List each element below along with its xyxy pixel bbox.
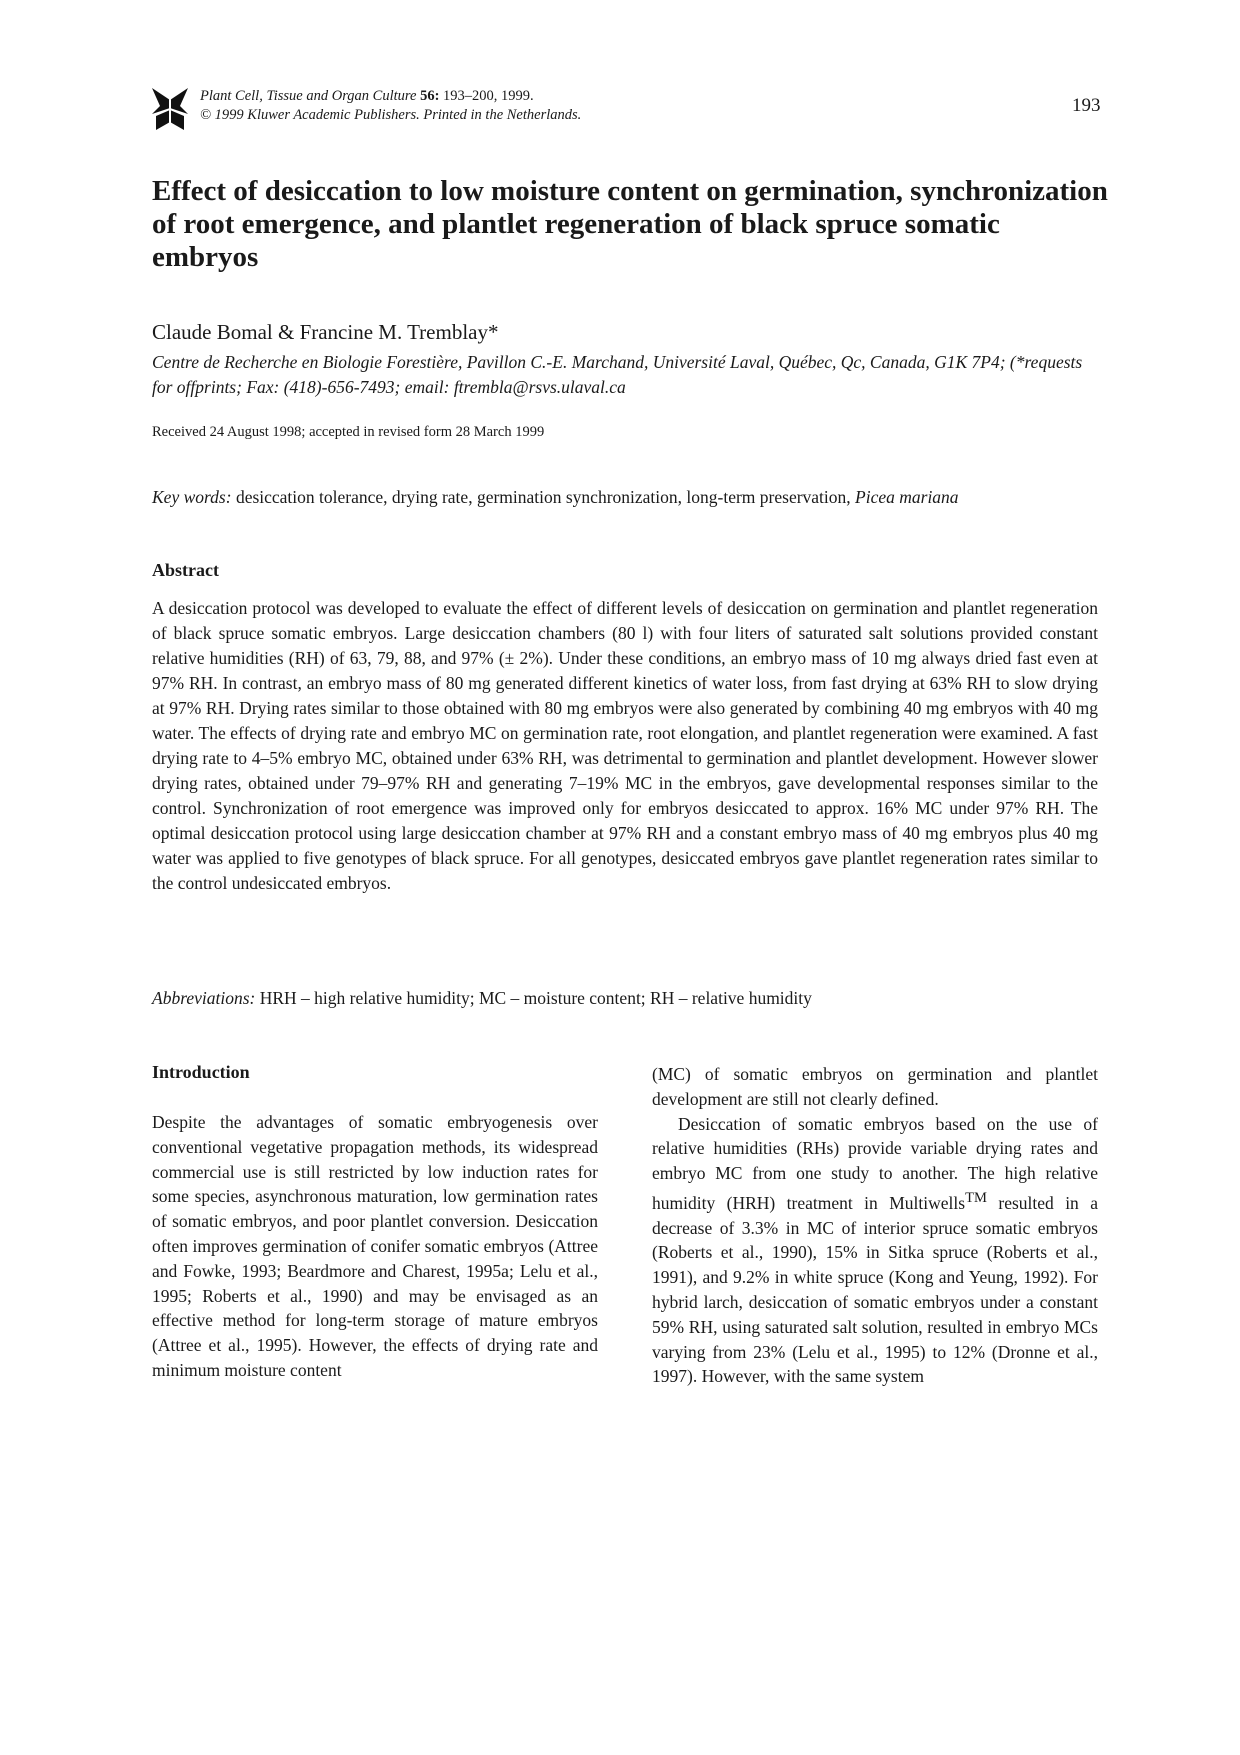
keywords-species: Picea mariana: [855, 487, 959, 507]
received-dates: Received 24 August 1998; accepted in revised form 28 March 1999: [152, 424, 545, 440]
abbreviations-label: Abbreviations:: [152, 988, 256, 1008]
para2-part-a: Desiccation of somatic embryos based on the use of relative humidities (RHs) provide variable drying rates and embryo MC from one study to another. The high relative humidity (HRH) treatment in Multiwells: [652, 1113, 1098, 1213]
article-title: Effect of desiccation to low moisture content on germination, synchronization of root emergence, and plantlet regeneration of black spruce somatic embryos: [152, 175, 1108, 273]
keywords-label: Key words:: [152, 487, 232, 507]
trademark-symbol: TM: [965, 1189, 987, 1206]
right-column: [652, 1062, 1098, 1389]
introduction-paragraph-1-continued: (MC) of somatic embryos on germination and plantlet development are still not clearly defined.: [652, 1064, 1098, 1109]
journal-name: Plant Cell, Tissue and Organ Culture: [200, 88, 417, 104]
introduction-heading: Introduction: [152, 1062, 250, 1082]
page-number: 193: [1072, 95, 1101, 116]
left-column: [152, 1110, 598, 1383]
abstract-heading: Abstract: [152, 560, 219, 580]
introduction-paragraph-1: Despite the advantages of somatic embryogenesis over conventional vegetative propagation methods, its widespread commercial use is still restricted by low induction rates for some species, asynchronous maturation, low germination rates of somatic embryos, and poor plantlet conversion. Desiccation often improves germination of conifer somatic embryos (Attree and Fowke, 1993; Beardmore and Charest, 1995a; Lelu et al., 1995; Roberts et al., 1990) and may be envisaged as an effective method for long-term storage of mature embryos (Attree et al., 1995). However, the effects of drying rate and minimum moisture content: [152, 1112, 598, 1380]
publisher-logo: [150, 86, 190, 132]
introduction-paragraph-2: [652, 1112, 1098, 1390]
para2-part-b: resulted in a decrease of 3.3% in MC of interior spruce somatic embryos (Roberts et al., 1990), 15% in Sitka spruce (Roberts et al., 1991), and 9.2% in white spruce (Kong and Yeung, 1992). For hybrid larch, desiccation of somatic embryos under a constant 59% RH, using saturated salt solution, resulted in embryo MCs varying from 23% (Lelu et al., 1995) to 12% (Dronne et al., 1997). However, with the same system: [652, 1192, 1099, 1387]
keywords-line: [152, 487, 1102, 508]
article-authors: Claude Bomal & Francine M. Tremblay*: [152, 320, 499, 344]
keywords-list: desiccation tolerance, drying rate, germination synchronization, long-term preservation,: [235, 487, 851, 507]
abbreviations-text: HRH – high relative humidity; MC – moisture content; RH – relative humidity: [259, 988, 812, 1008]
journal-copyright: © 1999 Kluwer Academic Publishers. Printed in the Netherlands.: [200, 107, 582, 123]
journal-citation: [200, 87, 581, 125]
journal-line-1: [200, 87, 581, 106]
author-affiliation: Centre de Recherche en Biologie Forestière, Pavillon C.-E. Marchand, Université Laval, Québec, Qc, Canada, G1K 7P4; (*requests for offprints; Fax: (418)-656-7493; email: ftrembla@rsvs.ulaval.ca: [152, 352, 1083, 397]
abbreviations-line: [152, 988, 812, 1009]
abstract-text: A desiccation protocol was developed to evaluate the effect of different levels of desiccation on germination and plantlet regeneration of black spruce somatic embryos. Large desiccation chambers (80 l) with four liters of saturated salt solutions provided constant relative humidities (RH) of 63, 79, 88, and 97% (± 2%). Under these conditions, an embryo mass of 10 mg always dried fast even at 97% RH. In contrast, an embryo mass of 80 mg generated different kinetics of water loss, from fast drying at 63% RH to slow drying at 97% RH. Drying rates similar to those obtained with 80 mg embryos were also generated by combining 40 mg embryos with 40 mg water. The effects of drying rate and embryo MC on germination rate, root elongation, and plantlet regeneration were examined. A fast drying rate to 4–5% embryo MC, obtained under 63% RH, was detrimental to germination and plantlet development. However slower drying rates, obtained under 79–97% RH and generating 7–19% MC in the embryos, gave developmental responses similar to the control. Synchronization of root emergence was improved only for embryos desiccated to approx. 16% MC under 97% RH. The optimal desiccation protocol using large desiccation chamber at 97% RH and a constant embryo mass of 40 mg embryos plus 40 mg water was applied to five genotypes of black spruce. For all genotypes, desiccated embryos gave plantlet regeneration rates similar to the control undesiccated embryos.: [152, 598, 1098, 893]
journal-volume: 56:: [420, 88, 440, 104]
journal-pages-year: 193–200, 1999.: [443, 88, 534, 104]
